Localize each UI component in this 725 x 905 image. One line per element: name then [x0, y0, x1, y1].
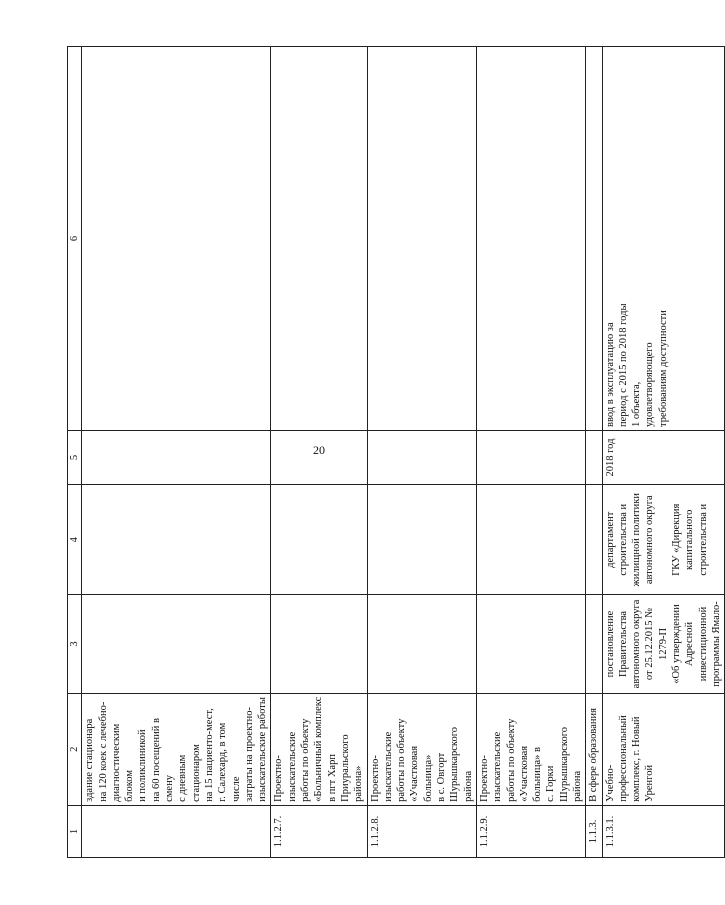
term: [82, 430, 271, 484]
legal-basis: [367, 595, 476, 693]
expected-result: ввод в эксплуатацию за период с 2015 по 2018 годы 1 объекта, удовлетворяющего требованиям доступности: [602, 47, 725, 431]
column-header-5: 5: [68, 430, 82, 484]
row-number: 1.1.2.9.: [476, 805, 585, 857]
legal-basis: [82, 595, 271, 693]
measure-name: Проектно-изыскательские работы по объекту «Больничный комплекс в пгт Харп Приуральского района»: [271, 693, 367, 805]
empty-cell: [586, 430, 602, 484]
term: [476, 430, 585, 484]
expected-result: [82, 47, 271, 431]
table-row: [367, 47, 476, 858]
executor: [271, 485, 367, 595]
table-row: [602, 47, 725, 858]
executor: [476, 485, 585, 595]
measure-name: Проектно-изыскательские работы по объекту «Участковая больница» в с. Овгорт Шурышкарского района: [367, 693, 476, 805]
measures-table: [67, 46, 725, 858]
row-number: 1.1.2.8.: [367, 805, 476, 857]
term: [271, 430, 367, 484]
section-number: 1.1.3.: [586, 805, 602, 857]
executor: департамент строительства и жилищной политики автономного округа ГКУ «Дирекция капитального строительства и: [602, 485, 725, 595]
executor: [82, 485, 271, 595]
term: [367, 430, 476, 484]
row-number: 1.1.2.7.: [271, 805, 367, 857]
page-number: 20: [313, 443, 325, 457]
row-number: [82, 805, 271, 857]
term: 2018 год: [602, 430, 725, 484]
section-title: В сфере образования: [586, 693, 602, 805]
column-header-6: 6: [68, 47, 82, 431]
column-header-4: 4: [68, 485, 82, 595]
measure-name: Проектно-изыскательские работы по объекту «Участковая больница» в с. Горки Шурышкарского района: [476, 693, 585, 805]
measure-name: здание стационара на 120 коек с лечебно- диагностическим блоком и поликлиникой на 60 посещений в смену с дневным стационаром на 15 пациенто-мест, г. Салехард, в том числе затраты на проектно- изыскательские работы: [82, 693, 271, 805]
executor: [367, 485, 476, 595]
empty-cell: [586, 485, 602, 595]
expected-result: [271, 47, 367, 431]
rotated-table-page: [67, 46, 722, 858]
expected-result: [367, 47, 476, 431]
header-row: [68, 47, 82, 858]
measure-name: Учебно-профессиональный комплекс, г. Новый Уренгой: [602, 693, 725, 805]
legal-basis: постановление Правительства автономного округа от 25.12.2015 № 1279-П «Об утверждении Адресной инвестиционной программы Ямало-: [602, 595, 725, 693]
table-row: [476, 47, 585, 858]
table-row: [82, 47, 271, 858]
column-header-3: 3: [68, 595, 82, 693]
section-row: [586, 47, 602, 858]
empty-cell: [586, 47, 602, 431]
row-number: 1.1.3.1.: [602, 805, 725, 857]
table-row: [271, 47, 367, 858]
column-header-2: 2: [68, 693, 82, 805]
expected-result: [476, 47, 585, 431]
empty-cell: [586, 595, 602, 693]
legal-basis: [476, 595, 585, 693]
legal-basis: [271, 595, 367, 693]
column-header-1: 1: [68, 805, 82, 857]
